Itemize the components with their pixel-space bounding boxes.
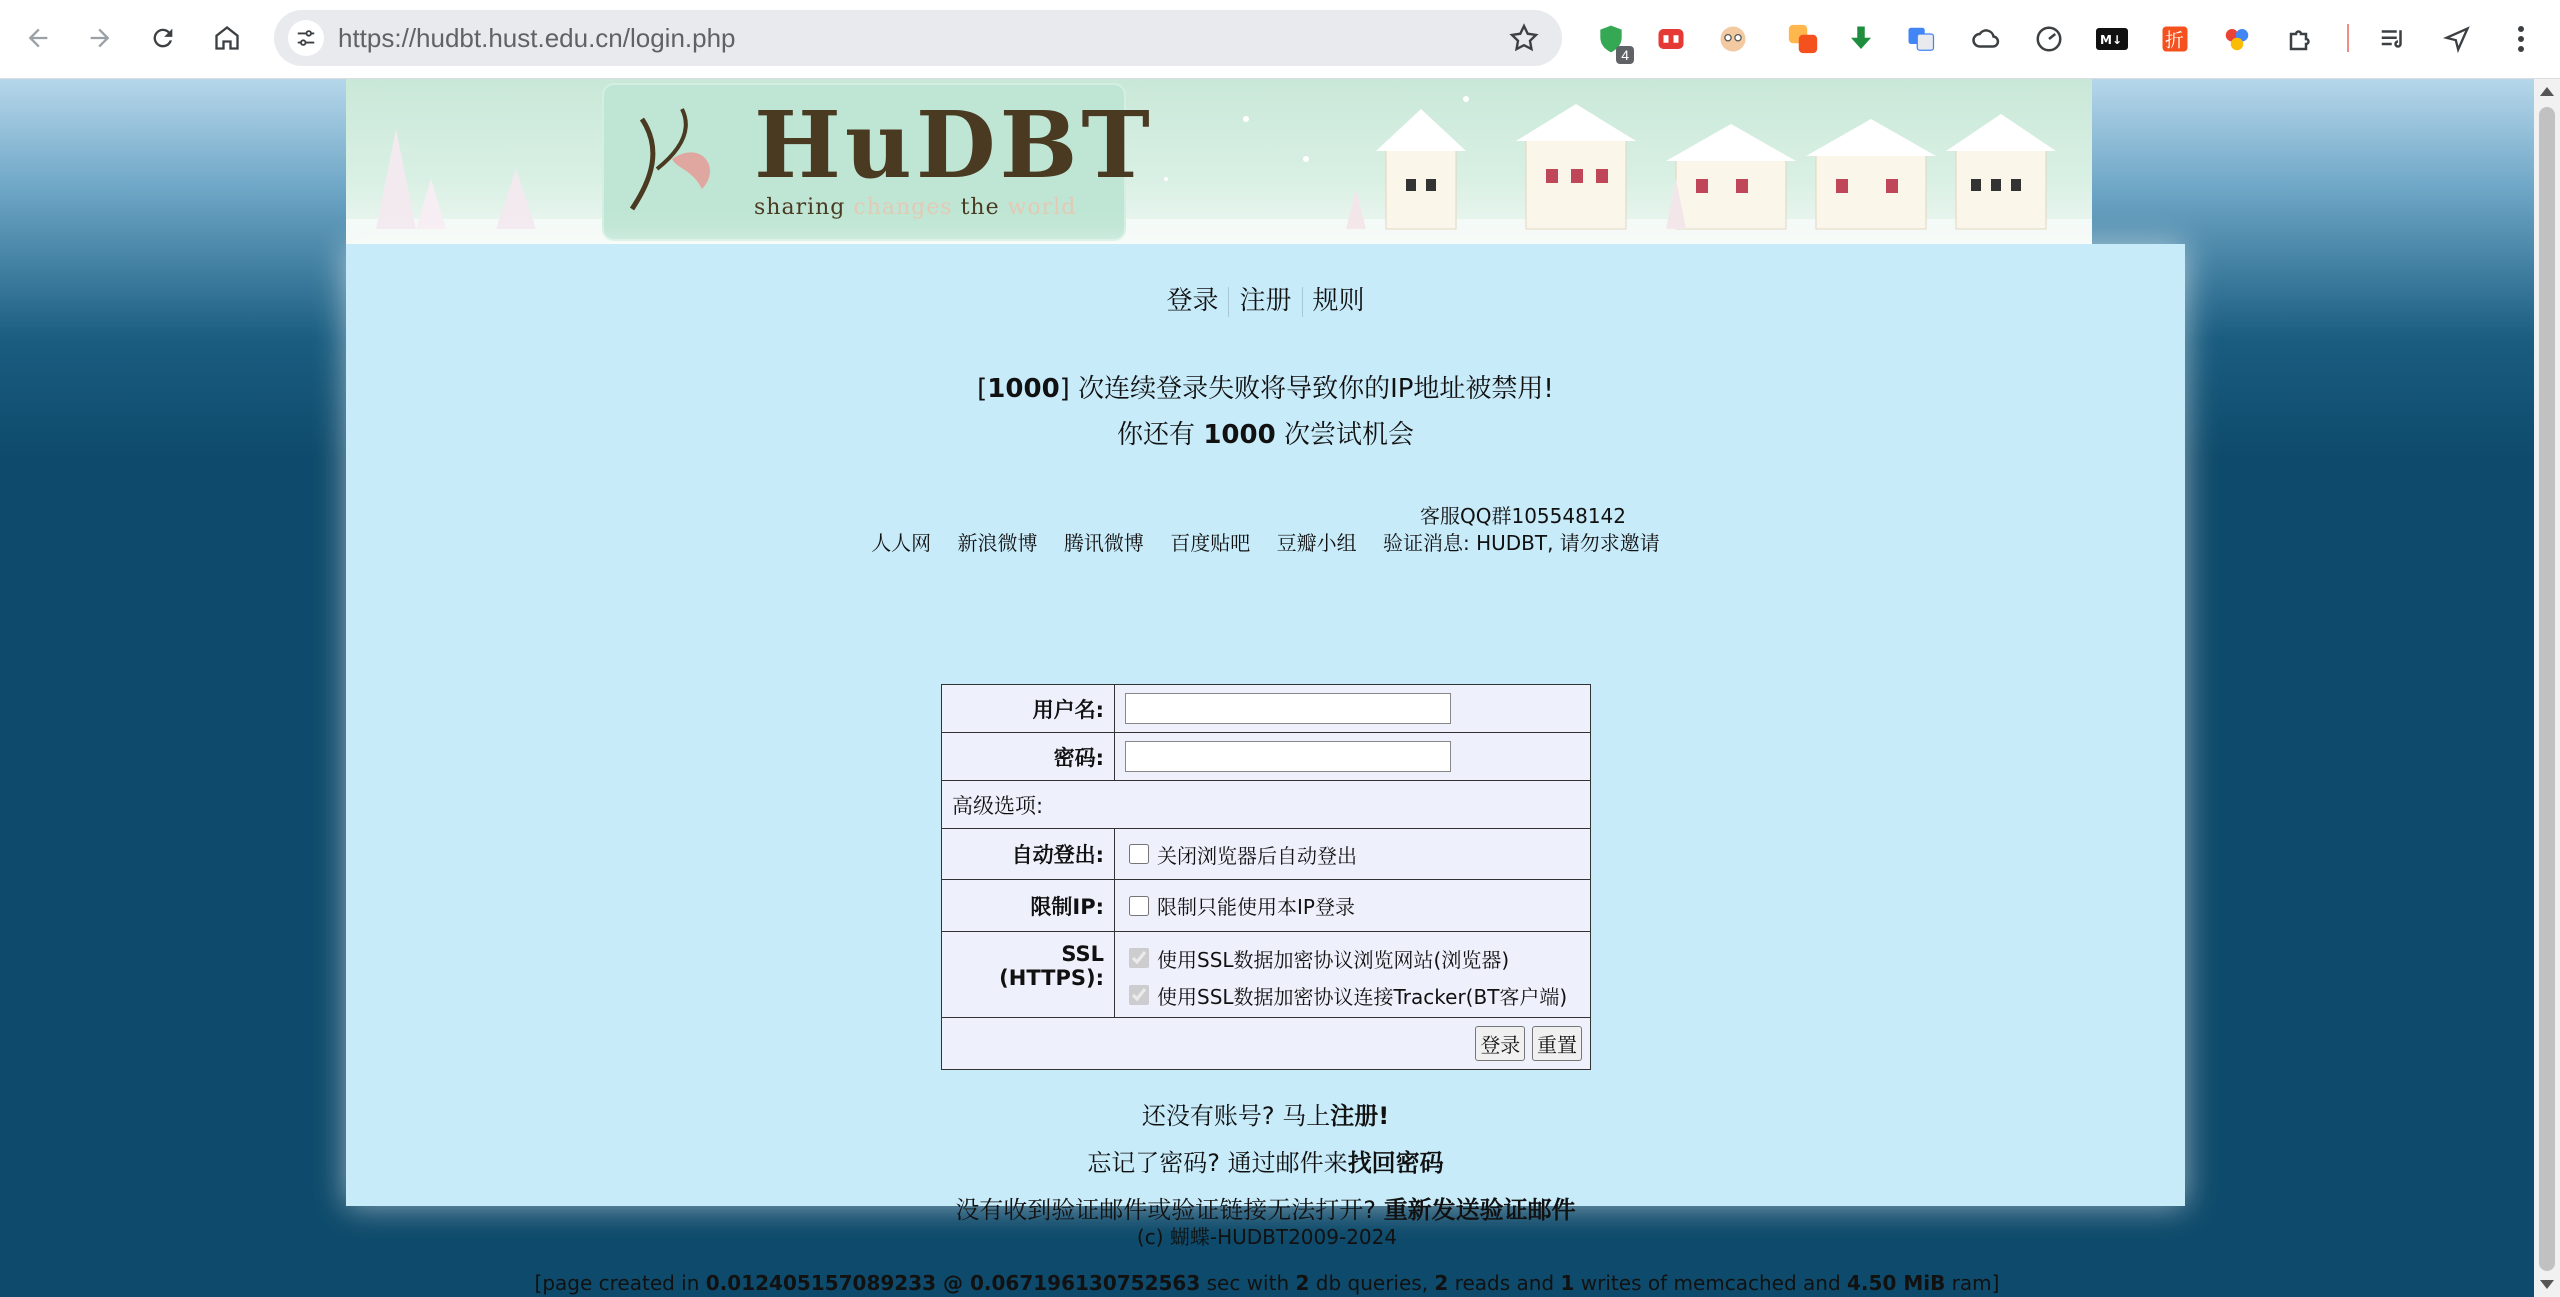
cloud-extension-icon[interactable]: [1967, 20, 2005, 58]
page-stats: [page created in 0.012405157089233 @ 0.067196130752563 sec with 2 db queries, 2 reads and 1 writes of memcached and 4.50 MiB ram]: [534, 1271, 2000, 1295]
reload-icon: [149, 24, 177, 52]
social-links: [346, 527, 2185, 556]
ssl-label: SSL (HTTPS):: [942, 932, 1115, 1018]
scroll-up-arrow-icon[interactable]: [2540, 87, 2554, 96]
branch-logo-icon: [612, 99, 742, 219]
autologout-checkbox[interactable]: [1129, 844, 1149, 864]
markdown-extension-icon[interactable]: [2093, 20, 2131, 58]
arrow-left-icon: [24, 24, 52, 52]
copyright: (c) 蝴蝶-HUDBT2009-2024: [1136, 1225, 1398, 1249]
reload-button[interactable]: [139, 14, 187, 62]
remaining-attempts: 你还有 1000 次尝试机会: [1117, 420, 1414, 450]
social-link-renren[interactable]: 人人网: [871, 531, 932, 555]
social-link-tencent-weibo[interactable]: 腾讯微博: [1063, 531, 1144, 555]
extension-badge: 4: [1616, 46, 1634, 64]
ssl-browser-text: 使用SSL数据加密协议浏览网站(浏览器): [1157, 947, 1510, 972]
toolbar-divider: [2347, 24, 2349, 52]
scrollbar-thumb[interactable]: [2539, 107, 2555, 1271]
signup-prompt: 还没有账号? 马上注册!: [1141, 1102, 1390, 1130]
more-menu-icon[interactable]: [2502, 20, 2540, 58]
forward-button[interactable]: [76, 14, 124, 62]
social-link-baidu-tieba[interactable]: 百度贴吧: [1170, 531, 1251, 555]
browser-toolbar: [0, 0, 2560, 79]
shield-extension-icon[interactable]: [1592, 20, 1630, 63]
speedometer-extension-icon[interactable]: [2030, 20, 2068, 58]
main-content: [346, 244, 2185, 1224]
main-menu: [346, 280, 2185, 317]
site-logo[interactable]: [604, 85, 1154, 239]
restrict-ip-checkbox[interactable]: [1129, 896, 1149, 916]
autologout-label: 自动登出:: [942, 829, 1115, 880]
arrow-right-icon: [86, 24, 114, 52]
social-link-douban[interactable]: 豆瓣小组: [1276, 531, 1357, 555]
recover-password-link[interactable]: 找回密码: [1347, 1149, 1444, 1177]
menu-login-link[interactable]: 登录: [1166, 286, 1219, 316]
autologout-text: 关闭浏览器后自动登出: [1157, 843, 1357, 868]
back-button[interactable]: [14, 14, 62, 62]
page-viewport: [0, 79, 2534, 1297]
playlist-icon[interactable]: [2374, 20, 2412, 58]
password-input[interactable]: [1125, 741, 1451, 772]
social-link-sina-weibo[interactable]: 新浪微博: [957, 531, 1038, 555]
download-extension-icon[interactable]: [1842, 20, 1880, 58]
scroll-down-arrow-icon[interactable]: [2540, 1280, 2554, 1289]
svg-text:M↓: M↓: [2100, 33, 2122, 47]
send-icon[interactable]: [2438, 20, 2476, 58]
face-extension-icon[interactable]: [1714, 20, 1752, 58]
qq-group: 客服QQ群105548142: [1420, 504, 1627, 528]
logo-slogan: sharing changes the world: [754, 195, 1077, 220]
login-form: [941, 684, 1591, 1070]
resend-verification-link[interactable]: 重新发送验证邮件: [1383, 1196, 1576, 1224]
translate-extension-icon[interactable]: [1902, 20, 1940, 58]
reset-button[interactable]: 重置: [1532, 1026, 1582, 1061]
password-label: 密码:: [942, 733, 1115, 781]
recover-password-prompt: 忘记了密码? 通过邮件来找回密码: [1087, 1149, 1444, 1177]
resend-verification-prompt: 没有收到验证邮件或验证链接无法打开? 重新发送验证邮件: [955, 1196, 1576, 1224]
username-input[interactable]: [1125, 693, 1451, 724]
home-button[interactable]: [203, 14, 251, 62]
restrict-ip-text: 限制只能使用本IP登录: [1157, 895, 1355, 919]
discount-extension-icon[interactable]: [2156, 20, 2194, 58]
login-attempt-warning: [1000] 次连续登录失败将导致你的IP地址被禁用!: [977, 374, 1554, 404]
username-label: 用户名:: [942, 685, 1115, 733]
puzzle-extension-icon[interactable]: [2282, 20, 2320, 58]
site-banner: [346, 79, 2092, 244]
page-scrollbar[interactable]: [2534, 79, 2560, 1297]
red-extension-icon[interactable]: [1652, 20, 1690, 58]
home-icon: [213, 24, 241, 52]
ssl-tracker-text: 使用SSL数据加密协议连接Tracker(BT客户端): [1157, 984, 1568, 1009]
ssl-browser-checkbox[interactable]: [1129, 948, 1149, 968]
logo-title: HuDBT: [754, 91, 1154, 199]
signup-link[interactable]: 注册: [1330, 1102, 1379, 1130]
menu-rules-link[interactable]: 规则: [1312, 286, 1365, 316]
verify-message: 验证消息: HUDBT, 请勿求邀请: [1382, 531, 1660, 555]
svg-text:折: 折: [2165, 30, 2184, 52]
url-text[interactable]: https://hudbt.hust.edu.cn/login.php: [338, 23, 736, 53]
ssl-tracker-checkbox[interactable]: [1129, 985, 1149, 1005]
bookmark-star-icon[interactable]: [1508, 22, 1540, 54]
menu-register-link[interactable]: 注册: [1239, 286, 1292, 316]
restrict-ip-label: 限制IP:: [942, 880, 1115, 932]
colorful-extension-icon[interactable]: [2218, 20, 2256, 58]
advanced-options-label: 高级选项:: [942, 781, 1591, 829]
login-submit-button[interactable]: 登录: [1475, 1026, 1525, 1061]
address-bar[interactable]: [274, 10, 1562, 66]
orange-extension-icon[interactable]: [1784, 20, 1822, 58]
site-info-icon[interactable]: [288, 20, 324, 56]
